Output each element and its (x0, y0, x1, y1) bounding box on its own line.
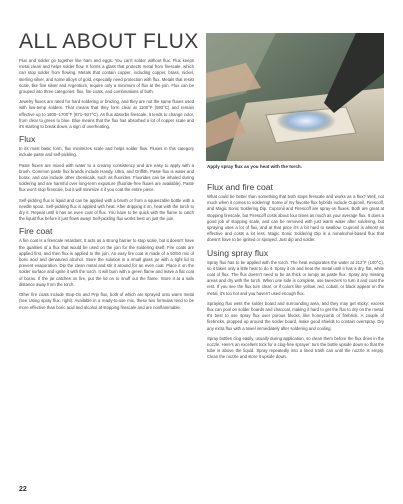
body-paragraph: Other fire coats include Stop-Ox and Prip flux, both of which are sprayed onto warm metal (see Using spray flux, right). Available in a ready-to-use mix, these two formulas tend to be more effective than boric acid and alcohol at stopping firescale and are nonflammable. (19, 292, 194, 310)
body-paragraph: What could be better than something that both stops firescale and works as a flux? Well, not much when it comes to soldering! Some of my favorite flux hybrids include Cupronil, Firescoff, and Magic Sonic Soldering Dip. Cupronil and Firescoff are spray-on fluxes. Both are great at stopping firescale, but Firescoff costs about four times as much as your average flux. It does a good job of stopping scale, and can be removed with just warm water after soldering, but spraying uses a lot of flux, and at that price it's a bit hard to swallow. Cupronil is almost as effective and costs a lot less. Magic Sonic Soldering Dip is a nonalcohol-based flux that doesn't have to be ignited or sprayed. Just dip and solder. (207, 194, 384, 243)
body-paragraph: Flux and solder go together like ham and eggs. You can't solder without flux. Flux keeps metal clean and helps solder flow. It forms a glass that protects metal from firescale, which can stop solder from flowing. Metals that contain copper, including copper, brass, nickel, sterling silver, and some alloys of gold, especially need protection with flux. Metals that resist scale, like fine silver and Argentium, require only a minimum of flux at the join. Flux can be grouped into three categories: flux, fire coats, and combinations of both. (19, 58, 194, 95)
body-paragraph: Spray bottles clog easily, usually during application, so clean them before the flux dries in the nozzle. Here's an excellent trick for a clog-free sprayer: turn the bottle upside down so that the tube is above the liquid. Spray repeatedly into a lined trash can until the nozzle is empty. Clean the nozzle and store it upside down. (207, 335, 384, 360)
left-column (19, 58, 194, 315)
section-heading: Flux and fire coat (207, 182, 273, 192)
torch-photo-image (206, 33, 384, 161)
right-column (207, 178, 384, 365)
body-paragraph: A fire coat is a firescale retardant. It acts as a strong barrier to stop scale, but it doesn't have the qualities of a flux that would be used on the join for the soldering itself. Fire coats are applied first, and then flux is applied to the join. An easy fire coat is made of a 50/50 mix of boric acid and denatured alcohol. Store the solution in a small glass jar with a tight lid to prevent evaporation. Dip the clean metal and stir it around for an even coat. Place it on the solder surface and ignite it with the torch. It will burn with a green flame and leave a flat coat of borax. If the jar catches on fire, put the lid on to snuff out the flame. Store it at a safe distance away from the torch. (19, 238, 194, 287)
body-paragraph: In its most basic form, flux minimizes scale and helps solder flow. Fluxes in this category include paste and self-pickling. (19, 146, 194, 158)
section-heading: Flux (19, 134, 36, 145)
page-number: 22 (19, 486, 27, 493)
section-heading: Fire coat (19, 226, 53, 237)
photo-caption: Apply spray flux as you heat with the torch. (207, 164, 302, 169)
torch-flame (276, 109, 336, 133)
torch-photo (206, 33, 384, 161)
page-title: ALL ABOUT FLUX (19, 30, 199, 53)
section-heading: Using spray flux (207, 247, 269, 258)
body-paragraph: Spray flux has to be applied with the torch. The heat evaporates the water at 212°F (100°C), so it takes only a little heat to do it. Spray it on and heat the metal until it has a dry, flat, white coat of flux. The flux doesn't need to be as thick or lumpy as paste flux. Spray any missing areas and dry with the torch. When one side is complete, use tweezers to turn it and coat the rest. If you see the flux turn clear, or if colors like yellow, red, cobalt, or black appear on the metal, it's too hot and you haven't used enough flux. (207, 259, 384, 296)
body-paragraph: Paste fluxes are mixed with water to a creamy consistency and are easy to apply with a brush. Common paste flux brands include Handy, Ultra, and Griffith. Paste flux is water and borax, and can include other chemicals, such as fluorides. Fluorides can be inhaled during soldering and are harmful over long-term exposure (fluoride-free fluxes are available). Paste flux won't stop firescale, but it will minimize it if you coat the entire piece. (19, 162, 194, 193)
body-paragraph: Spraying flux wets the solder board and surrounding area, and they may get sticky; excess flux can pool on solder boards and charcoal, making it hard to get the flux to dry on the metal. It's best to use spray flux over porous blocks, like honeycomb or firebrick. A couple of firebricks, propped up around the solder board, make good shields to contain overspray. Dry any extra flux with a towel immediately after soldering and cooling. (207, 300, 384, 331)
body-paragraph: Self-pickling flux is liquid and can be applied with a brush or from a squeezable bottle with a needle spout. Self-pickling flux is applied with heat. After dripping it on, heat with the torch to dry it. Repeat until it has an even coat of flux. You have to be quick with the flame to catch the liquid flux before it just flows away! Self-pickling flux works best on just the join. (19, 197, 194, 222)
body-paragraph: Jewelry fluxes are rated for hard soldering or brazing, and they are not the same fluxes used with low-temp solders. That means that they form clear at 1100°F (593°C) and remain effective up to 1600–1700°F (871–927°C). As flux absorbs firescale, it tends to change color, from clear to green to blue. Blue means that the flux has absorbed a lot of copper scale and it's starting to break down, a sign of overheating. (19, 99, 194, 130)
